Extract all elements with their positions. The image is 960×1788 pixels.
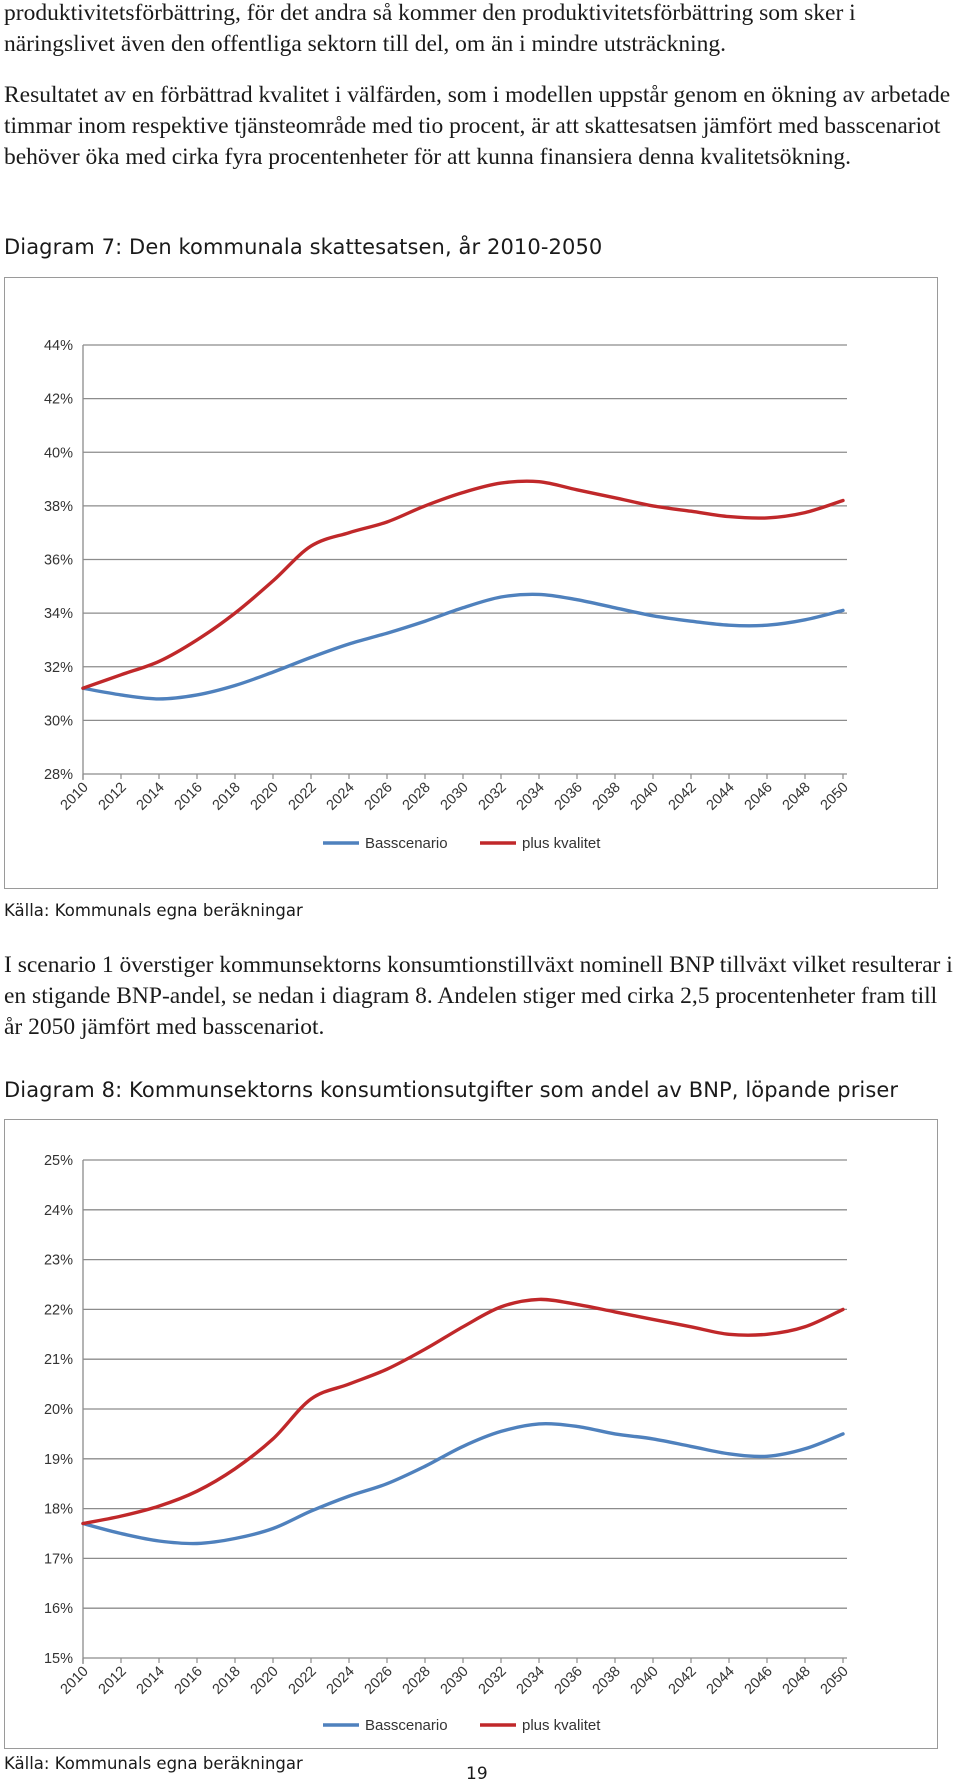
chart8-x-tick-label: 2014 [133, 1663, 168, 1698]
paragraph-scenario1: I scenario 1 överstiger kommunsektorns konsumtionstillväxt nominell BNP tillväxt vilket resulterar i en stigande BNP-andel, se nedan i diagram 8. Andelen stiger med cirka 2,5 procentenheter fram till år 2050 jämfört med basscenariot. [4, 952, 953, 1040]
chart8-x-tick-label: 2042 [665, 1663, 700, 1698]
chart7-y-tick-label: 32% [43, 659, 73, 676]
chart7-x-tick-label: 2034 [513, 779, 548, 814]
chart8-x-tick-label: 2046 [741, 1663, 776, 1698]
chart8-legend-label: plus kvalitet [522, 1717, 601, 1734]
diagram8-chart [5, 1120, 937, 1748]
chart8-x-tick-label: 2032 [475, 1663, 510, 1698]
chart7-x-tick-label: 2016 [171, 779, 206, 814]
chart8-y-tick-label: 18% [43, 1501, 73, 1518]
chart7-x-tick-label: 2040 [627, 779, 662, 814]
chart8-y-tick-label: 24% [43, 1202, 73, 1219]
chart8-series-line-basscenario [83, 1424, 843, 1544]
chart7-y-tick-label: 40% [43, 445, 73, 462]
chart7-series-line-plus-kvalitet [83, 481, 843, 688]
chart8-x-tick-label: 2038 [589, 1663, 624, 1698]
chart8-y-tick-label: 19% [43, 1451, 73, 1468]
chart7-y-tick-label: 36% [43, 552, 73, 569]
chart7-x-tick-label: 2014 [133, 779, 168, 814]
chart7-x-tick-label: 2042 [665, 779, 700, 814]
chart7-x-tick-label: 2044 [703, 779, 738, 814]
chart7-y-tick-label: 38% [43, 498, 73, 515]
chart7-y-tick-label: 28% [43, 767, 73, 783]
chart8-x-tick-label: 2030 [437, 1663, 472, 1698]
chart7-x-tick-label: 2010 [57, 779, 92, 814]
chart8-x-tick-label: 2010 [57, 1663, 92, 1698]
chart8-x-tick-label: 2022 [285, 1663, 320, 1698]
chart8-y-tick-label: 17% [43, 1551, 73, 1568]
chart8-y-tick-label: 22% [43, 1302, 73, 1319]
chart8-x-tick-label: 2026 [361, 1663, 396, 1698]
chart8-x-tick-label: 2024 [323, 1663, 358, 1698]
chart7-x-tick-label: 2026 [361, 779, 396, 814]
diagram8-heading: Diagram 8: Kommunsektorns konsumtionsutgifter som andel av BNP, löpande priser [4, 1078, 899, 1102]
chart8-x-tick-label: 2016 [171, 1663, 206, 1698]
chart8-x-tick-label: 2036 [551, 1663, 586, 1698]
chart7-x-tick-label: 2028 [399, 779, 434, 814]
chart8-legend-label: Basscenario [365, 1717, 448, 1734]
diagram7-source: Källa: Kommunals egna beräkningar [4, 901, 303, 920]
chart7-series-line-basscenario [83, 594, 843, 699]
chart7-legend-label: Basscenario [365, 835, 448, 852]
chart7-y-tick-label: 42% [43, 391, 73, 408]
chart7-x-tick-label: 2036 [551, 779, 586, 814]
chart7-x-tick-label: 2012 [95, 779, 130, 814]
chart7-y-tick-label: 44% [43, 338, 73, 354]
chart8-x-tick-label: 2050 [817, 1663, 852, 1698]
chart7-x-tick-label: 2048 [779, 779, 814, 814]
chart7-x-tick-label: 2046 [741, 779, 776, 814]
chart7-x-tick-label: 2032 [475, 779, 510, 814]
paragraph-tax-rate: Resultatet av en förbättrad kvalitet i välfärden, som i modellen uppstår genom en ökning av arbetade timmar inom respektive tjänsteområde med tio procent, är att skattesatsen jämfört med basscenariot behöver öka med cirka fyra procentenheter för att kunna finansiera denna kvalitetsökning. [4, 82, 951, 170]
page-number: 19 [466, 1764, 488, 1784]
chart8-y-tick-label: 15% [43, 1651, 73, 1667]
chart8-y-tick-label: 20% [43, 1402, 73, 1418]
chart8-x-tick-label: 2048 [779, 1663, 814, 1698]
chart7-legend-label: plus kvalitet [522, 835, 601, 852]
diagram8-source: Källa: Kommunals egna beräkningar [4, 1754, 303, 1773]
paragraph-intro: produktivitetsförbättring, för det andra så kommer den produktivitetsförbättring som sker i näringslivet även den offentliga sektorn till del, om än i mindre utsträckning. [4, 0, 856, 57]
chart8-y-tick-label: 25% [43, 1153, 73, 1169]
chart7-y-tick-label: 30% [43, 713, 73, 730]
chart8-y-tick-label: 21% [43, 1352, 73, 1369]
chart8-x-tick-label: 2040 [627, 1663, 662, 1698]
chart7-x-tick-label: 2050 [817, 779, 852, 814]
chart7-x-tick-label: 2024 [323, 779, 358, 814]
diagram7-chart [5, 278, 937, 888]
chart8-y-tick-label: 23% [43, 1252, 73, 1269]
diagram7-chart-frame [4, 277, 938, 889]
chart7-y-tick-label: 34% [43, 606, 73, 623]
chart7-x-tick-label: 2038 [589, 779, 624, 814]
chart8-series-line-plus-kvalitet [83, 1299, 843, 1523]
diagram8-chart-frame [4, 1119, 938, 1749]
chart7-x-tick-label: 2020 [247, 779, 282, 814]
chart8-x-tick-label: 2044 [703, 1663, 738, 1698]
chart8-x-tick-label: 2028 [399, 1663, 434, 1698]
chart8-x-tick-label: 2034 [513, 1663, 548, 1698]
chart8-y-tick-label: 16% [43, 1601, 73, 1618]
chart8-x-tick-label: 2018 [209, 1663, 244, 1698]
chart7-x-tick-label: 2018 [209, 779, 244, 814]
diagram7-heading: Diagram 7: Den kommunala skattesatsen, år 2010-2050 [4, 235, 603, 259]
chart8-x-tick-label: 2020 [247, 1663, 282, 1698]
chart7-x-tick-label: 2022 [285, 779, 320, 814]
chart8-x-tick-label: 2012 [95, 1663, 130, 1698]
chart7-x-tick-label: 2030 [437, 779, 472, 814]
